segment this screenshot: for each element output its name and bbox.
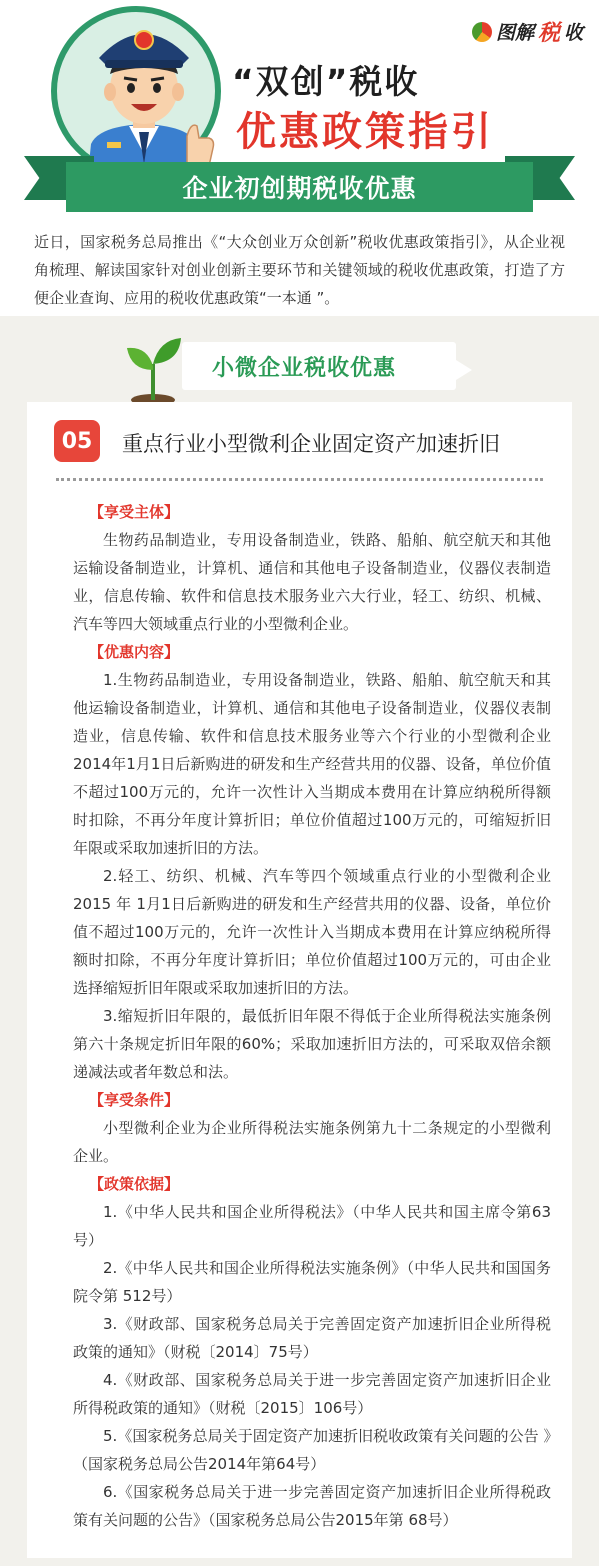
sprout-icon — [123, 334, 183, 406]
section-title: 小微企业税收优惠 — [212, 355, 397, 381]
ribbon-banner — [0, 146, 599, 216]
tag-conditions: 【享受条件】 — [89, 1091, 180, 1109]
para-beneficiary: 生物药品制造业，专用设备制造业，铁路、船舶、航空航天和其他运输设备制造业，计算机、通信和其他电子设备制造业，仪器仪表制造业，信息传输、软件和信息技术服务业六大行业，轻工、纺织、机械、汽车等四大领域重点行业的小型微利企业。 — [73, 531, 551, 633]
item-content — [73, 498, 551, 1534]
para-basis-4: 4.《财政部、国家税务总局关于进一步完善固定资产加速折旧企业所得税政策的通知》（财税〔2015〕106号） — [73, 1371, 551, 1417]
item-number-badge: 05 — [54, 420, 100, 462]
brand-tax: 税 — [537, 20, 560, 46]
tag-content: 【优惠内容】 — [89, 643, 180, 661]
tag-basis: 【政策依据】 — [89, 1175, 180, 1193]
title-line-1: “双创”税收 — [232, 62, 420, 101]
para-content-3: 3.缩短折旧年限的，最低折旧年限不得低于企业所得税法实施条例第六十条规定折旧年限的60%；采取加速折旧方法的，可采取双倍余额递减法或者年数总和法。 — [73, 1007, 551, 1081]
para-basis-1: 1.《中华人民共和国企业所得税法》（中华人民共和国主席令第63号） — [73, 1203, 551, 1249]
brand-prefix: 图解 — [495, 22, 534, 44]
header — [0, 0, 599, 220]
intro-paragraph: 近日，国家税务总局推出《“大众创业万众创新”税收优惠政策指引》，从企业视角梳理、解读国家针对创业创新主要环节和关键领域的税收优惠政策，打造了方便企业查询、应用的税收优惠政策“一本通 ”。 — [0, 220, 599, 316]
ribbon-label: 企业初创期税收优惠 — [182, 174, 417, 203]
para-content-2: 2.轻工、纺织、机械、汽车等四个领域重点行业的小型微利企业2015 年 1月1日后新购进的研发和生产经营共用的仪器、设备，单位价值不超过100万元的，允许一次性计入当期成本费用在计算应纳税所得额时扣除，不再分年度计算折旧；单位价值超过100万元的，可由企业选择缩短折旧年限或采取加速折旧的方法。 — [73, 867, 551, 997]
section-title-bubble — [182, 342, 456, 390]
brand-logo — [472, 16, 583, 47]
content-panel — [27, 402, 572, 1558]
pie-chart-icon — [472, 22, 492, 42]
para-basis-2: 2.《中华人民共和国企业所得税法实施条例》（中华人民共和国国务院令第 512号） — [73, 1259, 551, 1305]
tag-beneficiary: 【享受主体】 — [89, 503, 180, 521]
item-title: 重点行业小型微利企业固定资产加速折旧 — [122, 432, 500, 456]
dotted-divider — [56, 478, 543, 481]
para-conditions: 小型微利企业为企业所得税法实施条例第九十二条规定的小型微利企业。 — [73, 1119, 551, 1165]
para-basis-5: 5.《国家税务总局关于固定资产加速折旧税收政策有关问题的公告 》（国家税务总局公告2014年第64号） — [73, 1427, 551, 1473]
para-content-1: 1.生物药品制造业，专用设备制造业，铁路、船舶、航空航天和其他运输设备制造业，计算机、通信和其他电子设备制造业，仪器仪表制造业，信息传输、软件和信息技术服务业等六个行业的小型微利企业2014年1月1日后新购进的研发和生产经营共用的仪器、设备，单位价值不超过100万元的，允许一次性计入当期成本费用在计算应纳税所得额时扣除，不再分年度计算折旧；单位价值超过100万元的，可缩短折旧年限或采取加速折旧的方法。 — [73, 671, 551, 857]
ribbon — [66, 162, 533, 212]
section-header — [0, 316, 599, 406]
para-basis-6: 6.《国家税务总局关于进一步完善固定资产加速折旧企业所得税政策有关问题的公告》（国家税务总局公告2015年第 68号） — [73, 1483, 551, 1529]
brand-suffix: 收 — [563, 22, 583, 44]
para-basis-3: 3.《财政部、国家税务总局关于完善固定资产加速折旧企业所得税政策的通知》（财税〔2014〕75号） — [73, 1315, 551, 1361]
title-line-2: 优惠政策指引 — [236, 109, 494, 155]
